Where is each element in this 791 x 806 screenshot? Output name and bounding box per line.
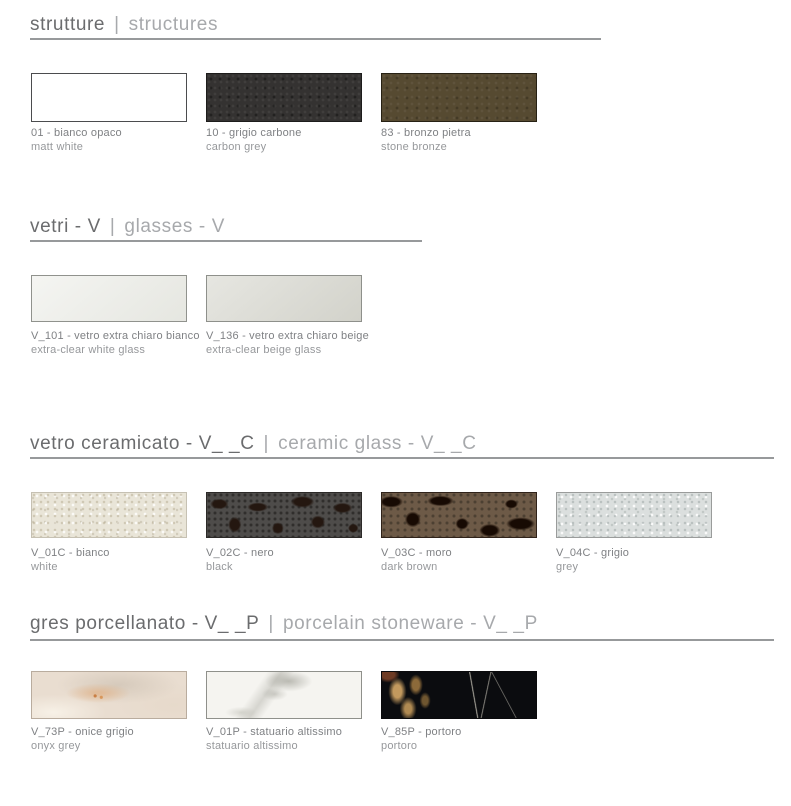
- swatch-name: extra-clear white glass: [31, 343, 146, 356]
- section-header-porcelain-stoneware: [30, 612, 538, 636]
- section-header-ceramic-glass: [30, 432, 477, 456]
- swatch-code: 01 - bianco opaco: [31, 127, 122, 139]
- title-separator: |: [114, 14, 120, 35]
- section-rule: [30, 639, 774, 641]
- swatch-code: V_01C - bianco: [31, 547, 110, 559]
- swatch-v04c-grigio: [556, 492, 712, 538]
- section-header-glasses: [30, 215, 225, 239]
- swatch-code: V_02C - nero: [206, 547, 274, 559]
- swatch-v03c-moro: [381, 492, 537, 538]
- swatch-cell-portoro: [381, 671, 537, 753]
- swatch-code: V_73P - onice grigio: [31, 726, 134, 738]
- section-rule: [30, 457, 774, 459]
- title-separator: |: [109, 216, 116, 237]
- swatch-code: V_85P - portoro: [381, 726, 462, 738]
- swatch-name: statuario altissimo: [206, 739, 298, 752]
- swatch-code: V_136 - vetro extra chiaro beige: [206, 330, 369, 342]
- swatch-v85p-portoro: [381, 671, 537, 719]
- swatch-name: white: [31, 560, 58, 573]
- swatch-v01c-bianco: [31, 492, 187, 538]
- swatch-name: carbon grey: [206, 140, 267, 153]
- swatch-name: portoro: [381, 739, 418, 752]
- swatch-cell-bianco-opaco: [31, 73, 187, 154]
- swatch-cell-statuario-altissimo: [206, 671, 362, 753]
- swatch-code: V_03C - moro: [381, 547, 452, 559]
- swatch-name: extra-clear beige glass: [206, 343, 322, 356]
- swatch-v01p-statuario-altissimo: [206, 671, 362, 719]
- swatch-01-bianco-opaco: [31, 73, 187, 122]
- swatch-cell-ceramic-moro: [381, 492, 537, 574]
- swatch-v101-extra-clear-white-glass: [31, 275, 187, 322]
- swatch-code: V_101 - vetro extra chiaro bianco: [31, 330, 200, 342]
- swatch-name: matt white: [31, 140, 84, 153]
- swatch-name: onyx grey: [31, 739, 81, 752]
- section-rule: [30, 38, 601, 40]
- swatch-v73p-onice-grigio: [31, 671, 187, 719]
- swatch-name: black: [206, 560, 233, 573]
- swatch-v136-extra-clear-beige-glass: [206, 275, 362, 322]
- swatch-cell-ceramic-grigio: [556, 492, 712, 574]
- section-title-english: porcelain stoneware - V_ _P: [282, 613, 538, 634]
- section-title-italian: vetri - V: [30, 216, 101, 237]
- title-separator: |: [263, 433, 270, 454]
- swatch-cell-bronzo-pietra: [381, 73, 537, 154]
- title-separator: |: [268, 613, 274, 634]
- section-rule: [30, 240, 422, 242]
- section-title-italian: strutture: [30, 14, 106, 35]
- swatch-code: V_01P - statuario altissimo: [206, 726, 343, 738]
- swatch-code: 83 - bronzo pietra: [381, 127, 471, 139]
- swatch-code: V_04C - grigio: [556, 547, 630, 559]
- swatch-cell-ceramic-bianco: [31, 492, 187, 574]
- section-title-english: glasses - V: [124, 216, 225, 237]
- section-title-italian: gres porcellanato - V_ _P: [30, 613, 260, 634]
- swatch-name: stone bronze: [381, 140, 447, 153]
- section-header-structures: [30, 13, 218, 37]
- swatch-cell-ceramic-nero: [206, 492, 362, 574]
- swatch-cell-onice-grigio: [31, 671, 187, 753]
- swatch-10-grigio-carbone: [206, 73, 362, 122]
- swatch-v02c-nero: [206, 492, 362, 538]
- swatch-name: dark brown: [381, 560, 438, 573]
- swatch-cell-grigio-carbone: [206, 73, 362, 154]
- swatch-cell-vetro-beige: [206, 275, 369, 357]
- section-title-english: structures: [128, 14, 219, 35]
- section-title-italian: vetro ceramicato - V_ _C: [30, 433, 255, 454]
- swatch-cell-vetro-bianco: [31, 275, 200, 357]
- swatch-name: grey: [556, 560, 579, 573]
- swatch-83-bronzo-pietra: [381, 73, 537, 122]
- swatch-code: 10 - grigio carbone: [206, 127, 302, 139]
- section-title-english: ceramic glass - V_ _C: [278, 433, 477, 454]
